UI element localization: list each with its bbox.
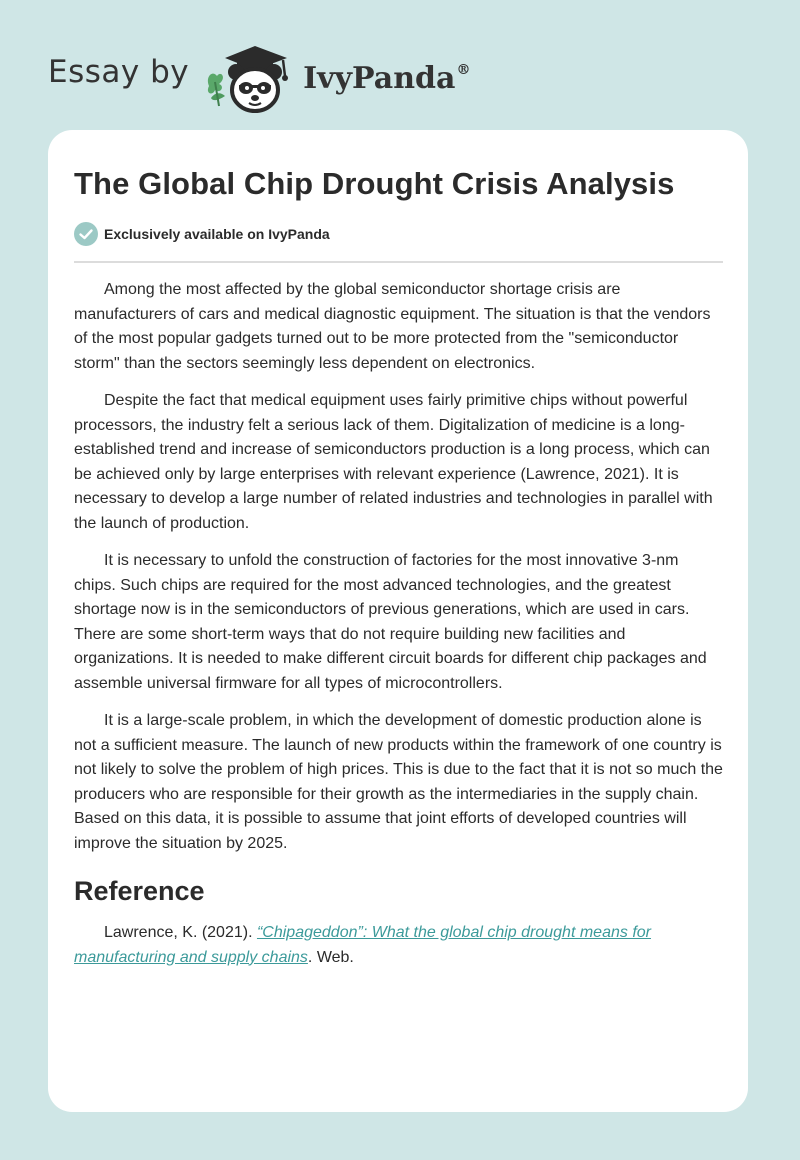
brand-name[interactable]: IvyPanda® xyxy=(303,60,471,96)
divider xyxy=(74,261,723,263)
reference-author: Lawrence, K. (2021). xyxy=(104,924,257,941)
essay-card xyxy=(48,130,748,1112)
essay-by-label: Essay by xyxy=(48,54,190,90)
registered-mark: ® xyxy=(456,61,471,78)
check-circle-icon xyxy=(74,222,98,246)
paragraph: It is a large-scale problem, in which the development of domestic production alone is not a sufficient measure. The launch of new products within the framework of one country is not likely to solve the problem of high prices. This is due to the fact that it is not so much the producers who are responsible for their growth as the intermediaries in the supply chain. Based on this data, it is possible to assume that joint efforts of developed countries will improve the situation by 2025. xyxy=(74,712,723,852)
site-header xyxy=(48,36,470,116)
reference-link[interactable]: “Chipageddon”: What the global chip drought means for manufacturing and supply chains xyxy=(74,924,651,966)
page-title: The Global Chip Drought Crisis Analysis xyxy=(74,166,675,201)
paragraph: Despite the fact that medical equipment uses fairly primitive chips without powerful processors, the industry felt a serious lack of them. Digitalization of medicine is a long-established trend and increase of semiconductors production is a long process, which can be achieved only by large enterprises with relevant experience (Lawrence, 2021). It is necessary to develop a large number of related industries and technologies in parallel with the launch of production. xyxy=(74,392,713,532)
ivy-leaf-icon xyxy=(208,74,225,106)
paragraph: It is necessary to unfold the construction of factories for the most innovative 3-nm chips. Such chips are required for the most advanced technologies, and the greatest shortage now is in the semiconductors of previous generations, which are used in cars. There are some short-term ways that do not require building new facilities and organizations. It is needed to make different circuit boards for different chip packages and assemble universal firmware for all types of microcontrollers. xyxy=(74,552,707,692)
exclusive-label: Exclusively available on IvyPanda xyxy=(104,226,330,242)
panda-graduate-logo-icon[interactable] xyxy=(203,36,299,116)
reference-item xyxy=(74,921,724,970)
exclusive-badge xyxy=(74,222,330,246)
reference-suffix: . Web. xyxy=(307,948,354,966)
paragraph: Among the most affected by the global semiconductor shortage crisis are manufacturers of cars and medical diagnostic equipment. The situation is that the vendors of the most popular gadgets turned out to be more protected from the "semiconductor storm" than the sectors seemingly less dependent on electronics. xyxy=(74,281,711,372)
essay-body xyxy=(74,278,724,983)
reference-heading: Reference xyxy=(74,876,205,906)
